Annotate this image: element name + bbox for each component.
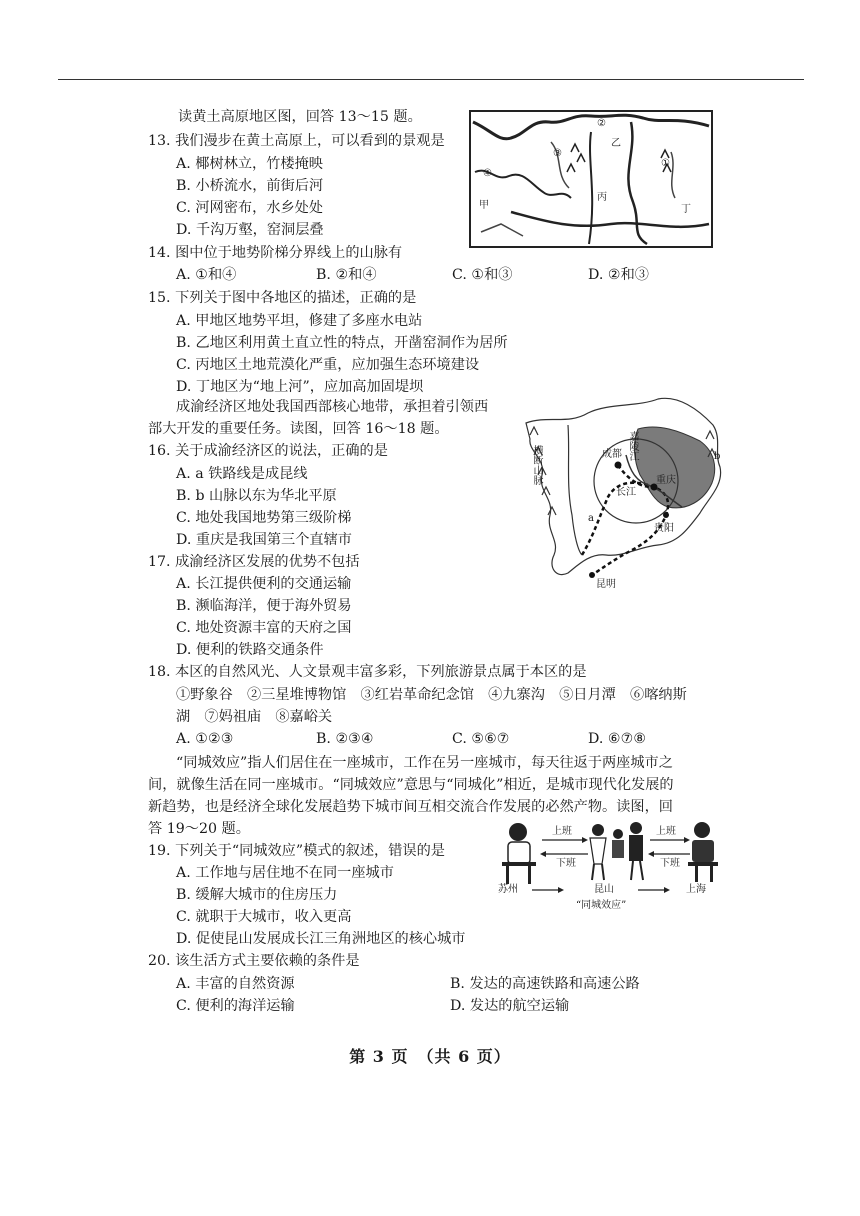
q16-option-a[interactable]: A. a 铁路线是成昆线 <box>176 466 308 482</box>
map-label-ding: 丁 <box>681 204 691 215</box>
q14-option-d[interactable]: D. ②和③ <box>588 267 649 283</box>
page-footer: 第 3 页 （共 6 页） <box>349 1047 511 1066</box>
q13-option-b[interactable]: B. 小桥流水，前街后河 <box>176 178 324 194</box>
loess-plateau-map <box>469 110 713 248</box>
para-19-20-line1: “同城效应”指人们居住在一座城市，工作在另一座城市，每天往返于两座城市之 <box>176 755 673 771</box>
map-label-chengdu: 成都 <box>602 449 622 460</box>
q14-option-c[interactable]: C. ①和③ <box>452 267 513 283</box>
q20-stem: 20. 该生活方式主要依赖的条件是 <box>148 953 360 969</box>
map-label-yi: 乙 <box>611 138 621 149</box>
map-label-b: b <box>714 451 721 462</box>
map-label-kunming: 昆明 <box>596 579 616 590</box>
map-label-jia: 甲 <box>479 200 489 211</box>
q13-option-a[interactable]: A. 椰树林立，竹楼掩映 <box>176 156 323 172</box>
q20-option-b[interactable]: B. 发达的高速铁路和高速公路 <box>450 976 640 992</box>
loess-map-graphic <box>471 112 711 246</box>
figure-caption: “同城效应” <box>576 900 627 911</box>
q14-option-b[interactable]: B. ②和④ <box>316 267 377 283</box>
q15-option-d[interactable]: D. 丁地区为“地上河”，应加高加固堤坝 <box>176 379 424 395</box>
q18-option-d[interactable]: D. ⑥⑦⑧ <box>588 731 647 747</box>
header-rule <box>58 79 804 80</box>
q14-option-a[interactable]: A. ①和④ <box>176 267 237 283</box>
map-label-jialingjiang: 嘉陵江 <box>627 431 638 461</box>
q13-option-d[interactable]: D. 千沟万壑，窑洞层叠 <box>176 222 324 238</box>
q18-option-a[interactable]: A. ①②③ <box>176 731 234 747</box>
q20-option-d[interactable]: D. 发达的航空运输 <box>450 998 570 1014</box>
q19-option-c[interactable]: C. 就职于大城市，收入更高 <box>176 909 352 925</box>
q13-stem: 13. 我们漫步在黄土高原上，可以看到的景观是 <box>148 133 445 149</box>
map-label-hengduan: 横断山脉 <box>531 445 542 485</box>
commute-figure <box>490 818 720 916</box>
para-19-20-line3: 新趋势，也是经济全球化发展趋势下城市间互相交流合作发展的必然产物。读图，回 <box>148 799 673 815</box>
q15-option-c[interactable]: C. 丙地区土地荒漠化严重，应加强生态环境建设 <box>176 357 480 373</box>
q18-stem: 18. 本区的自然风光、人文景观丰富多彩，下列旅游景点属于本区的是 <box>148 664 587 680</box>
label-off-work-1: 下班 <box>556 858 576 869</box>
q17-option-a[interactable]: A. 长江提供便利的交通运输 <box>176 576 352 592</box>
q18-option-b[interactable]: B. ②③④ <box>316 731 374 747</box>
q15-option-a[interactable]: A. 甲地区地势平坦，修建了多座水电站 <box>176 313 423 329</box>
q18-option-c[interactable]: C. ⑤⑥⑦ <box>452 731 510 747</box>
map-label-3: ③ <box>553 148 562 159</box>
q19-option-a[interactable]: A. 工作地与居住地不在同一座城市 <box>176 865 394 881</box>
para-19-20-line2: 间，就像生活在同一座城市。“同城效应”意思与“同城化”相近，是城市现代化发展的 <box>148 777 674 793</box>
q17-stem: 17. 成渝经济区发展的优势不包括 <box>148 554 360 570</box>
q15-option-b[interactable]: B. 乙地区利用黄土直立性的特点，开凿窑洞作为居所 <box>176 335 508 351</box>
q18-list-line1: ①野象谷 ②三星堆博物馆 ③红岩革命纪念馆 ④九寨沟 ⑤日月潭 ⑥喀纳斯 <box>176 687 687 703</box>
map-label-1: ① <box>661 158 670 169</box>
q20-option-c[interactable]: C. 便利的海洋运输 <box>176 998 295 1014</box>
q15-stem: 15. 下列关于图中各地区的描述，正确的是 <box>148 290 417 306</box>
q16-option-b[interactable]: B. b 山脉以东为华北平原 <box>176 488 337 504</box>
label-city-shanghai: 上海 <box>686 884 706 895</box>
map-label-chongqing: 重庆 <box>656 475 676 486</box>
q19-option-b[interactable]: B. 缓解大城市的住房压力 <box>176 887 338 903</box>
q18-options <box>0 730 860 750</box>
q19-stem: 19. 下列关于“同城效应”模式的叙述，错误的是 <box>148 843 445 859</box>
q13-option-c[interactable]: C. 河网密布，水乡处处 <box>176 200 324 216</box>
para-19-20-line4: 答 19～20 题。 <box>148 821 250 837</box>
q18-list-line2: 湖 ⑦妈祖庙 ⑧嘉峪关 <box>176 709 333 725</box>
q17-option-b[interactable]: B. 濒临海洋，便于海外贸易 <box>176 598 352 614</box>
map-label-2: ② <box>597 118 606 129</box>
map-label-a: a <box>588 513 594 524</box>
q14-options <box>0 266 860 286</box>
q16-option-d[interactable]: D. 重庆是我国第三个直辖市 <box>176 532 352 548</box>
map-label-4: ④ <box>483 168 492 179</box>
map-label-bing: 丙 <box>597 192 607 203</box>
q17-option-d[interactable]: D. 便利的铁路交通条件 <box>176 642 324 658</box>
label-off-work-2: 下班 <box>660 858 680 869</box>
q17-option-c[interactable]: C. 地处资源丰富的天府之国 <box>176 620 352 636</box>
map-label-changjiang: 长江 <box>616 487 636 498</box>
q16-option-c[interactable]: C. 地处我国地势第三级阶梯 <box>176 510 352 526</box>
intro-16-18-line1: 成渝经济区地处我国西部核心地带，承担着引领西 <box>176 399 489 415</box>
label-to-work-1: 上班 <box>552 826 572 837</box>
intro-13-15: 读黄土高原地区图，回答 13～15 题。 <box>178 109 422 125</box>
label-city-kunshan: 昆山 <box>594 884 614 895</box>
q20-option-a[interactable]: A. 丰富的自然资源 <box>176 976 295 992</box>
chengyu-map <box>508 395 728 595</box>
intro-16-18-line2: 部大开发的重要任务。读图，回答 16～18 题。 <box>148 421 449 437</box>
q16-stem: 16. 关于成渝经济区的说法，正确的是 <box>148 443 388 459</box>
q19-option-d[interactable]: D. 促使昆山发展成长江三角洲地区的核心城市 <box>176 931 466 947</box>
label-city-suzhou: 苏州 <box>498 884 518 895</box>
q14-stem: 14. 图中位于地势阶梯分界线上的山脉有 <box>148 245 403 261</box>
label-to-work-2: 上班 <box>656 826 676 837</box>
map-label-guiyang: 贵阳 <box>654 523 674 534</box>
